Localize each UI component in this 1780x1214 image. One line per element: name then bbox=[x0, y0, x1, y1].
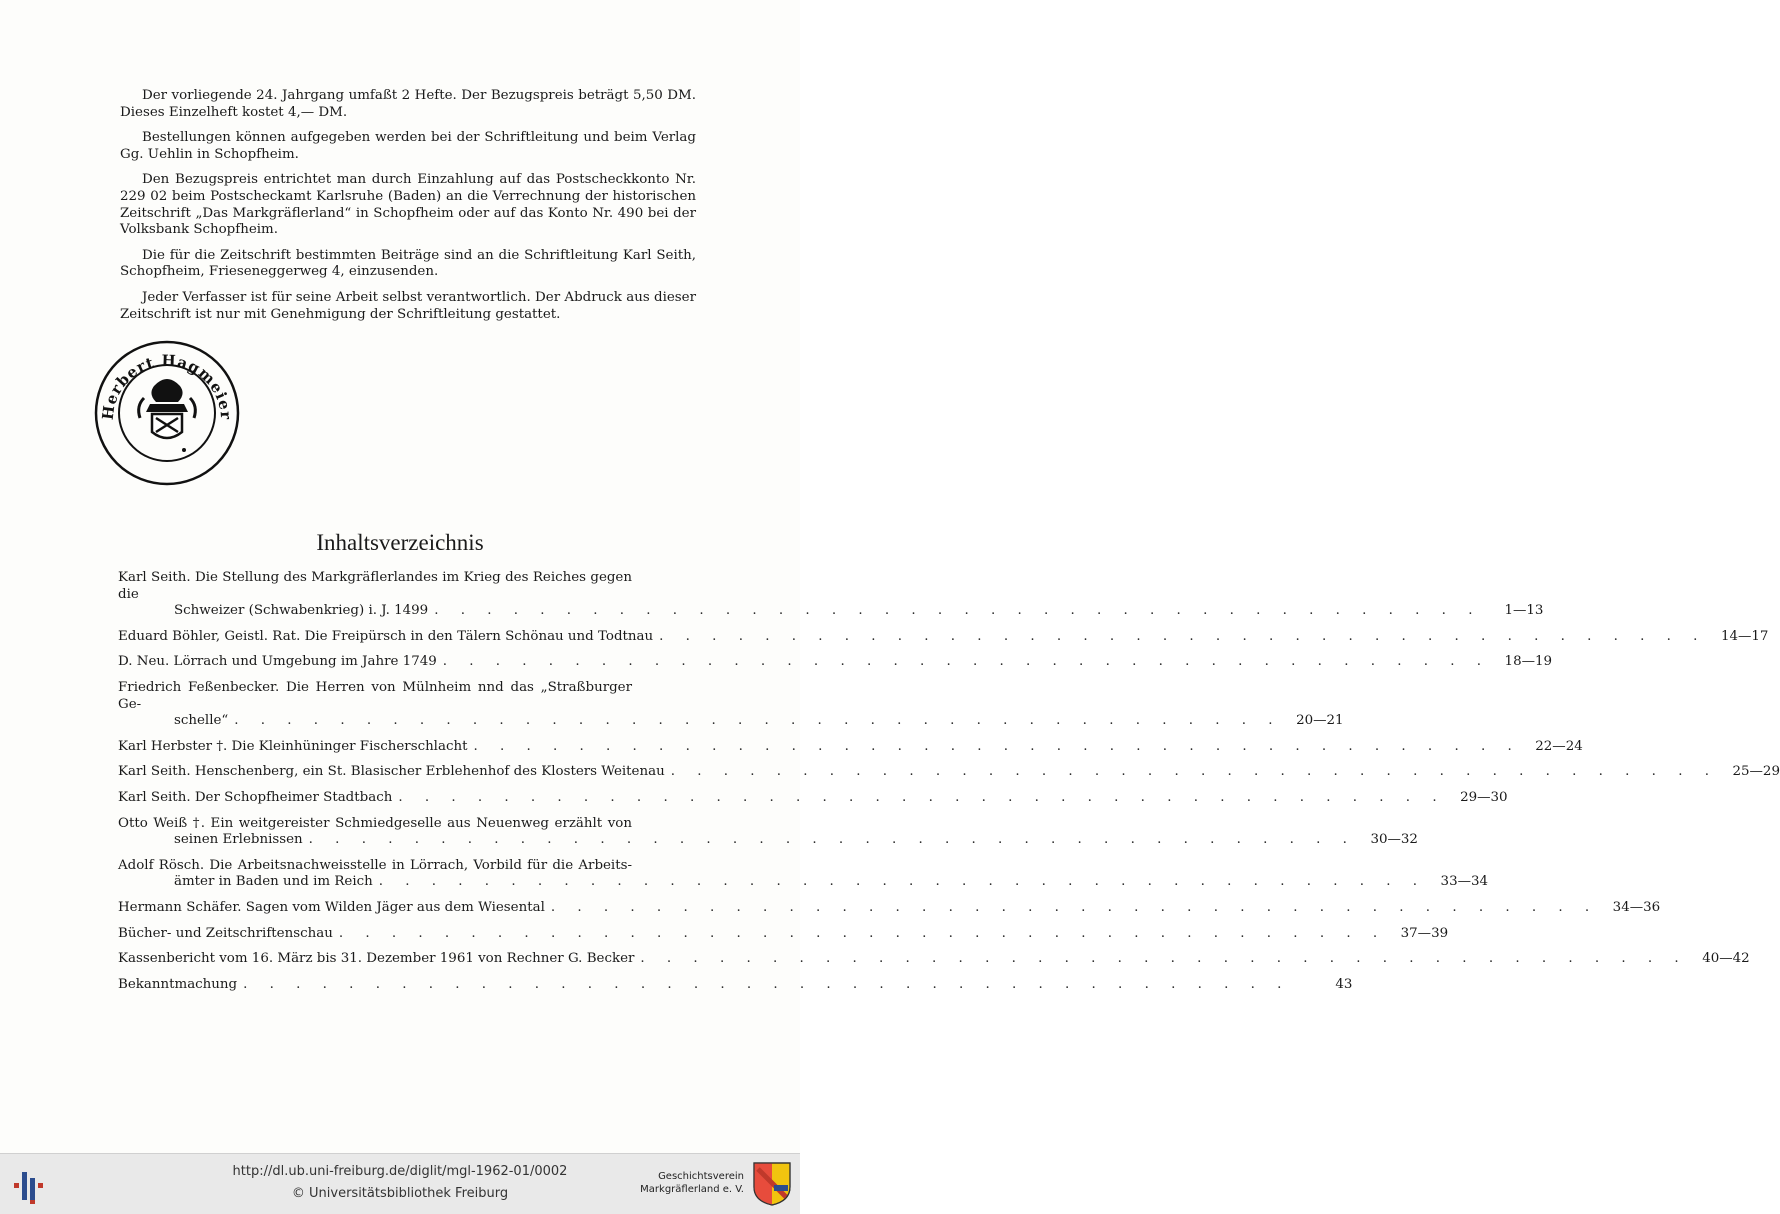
toc-entry-text: seinen Erlebnissen bbox=[174, 832, 303, 848]
dot-leader: . . . . . . . . . . . . . . . . . . . . . . . . . . . . . . . . . . . . . . . . bbox=[243, 976, 1291, 992]
dot-leader: . . . . . . . . . . . . . . . . . . . . . . . . . . . . . . . . . . . . . . . . bbox=[398, 789, 1446, 805]
toc-entry-pages: 34—36 bbox=[1612, 899, 1661, 915]
toc-entry-text: Schweizer (Schwabenkrieg) i. J. 1499 bbox=[174, 603, 429, 619]
toc-entry bbox=[118, 789, 1508, 807]
publisher-name-line-1: Geschichtsverein bbox=[658, 1171, 744, 1182]
intro-paragraph-4: Die für die Zeitschrift bestimmten Beiträge sind an die Schriftleitung Karl Seith, Schopfheim, Frieseneggerweg 4, einzusenden. bbox=[120, 247, 696, 280]
publisher-name[interactable] bbox=[640, 1170, 744, 1196]
toc-entry-text: ämter in Baden und im Reich bbox=[174, 874, 373, 890]
toc-entry bbox=[118, 738, 1583, 756]
toc-entry bbox=[118, 654, 1553, 671]
toc-entry-pages: 20—21 bbox=[1296, 713, 1344, 729]
dot-leader: . . . . . . . . . . . . . . . . . . . . . . . . . . . . . . . . . . . . . . . . bbox=[670, 764, 1718, 780]
toc-entry-text: Adolf Rösch. Die Arbeitsnachweisstelle in Lörrach, Vorbild für die Arbeits- bbox=[118, 857, 632, 873]
toc-entry-pages: 25—29 bbox=[1732, 764, 1780, 780]
toc-entry bbox=[118, 679, 1344, 730]
toc-entry bbox=[118, 570, 1544, 620]
stamp-text: Herbert Hagmeier bbox=[98, 351, 236, 421]
viewer-footer bbox=[0, 1153, 800, 1214]
ownership-stamp bbox=[92, 338, 242, 488]
intro-text bbox=[120, 88, 696, 332]
intro-paragraph-1: Der vorliegende 24. Jahrgang umfaßt 2 Hefte. Der Bezugspreis beträgt 5,50 DM. Dieses Einzelheft kostet 4,— DM. bbox=[120, 88, 696, 120]
toc-entry-pages: 43 bbox=[1335, 976, 1353, 992]
toc-entry-pages: 30—32 bbox=[1370, 832, 1418, 848]
dot-leader: . . . . . . . . . . . . . . . . . . . . . . . . . . . . . . . . . . . . . . . . bbox=[434, 603, 1482, 619]
dot-leader: . . . . . . . . . . . . . . . . . . . . . . . . . . . . . . . . . . . . . . . . bbox=[442, 654, 1491, 670]
dot-leader: . . . . . . . . . . . . . . . . . . . . . . . . . . . . . . . . . . . . . . . . bbox=[234, 713, 1282, 729]
toc-entry-pages: 14—17 bbox=[1720, 628, 1769, 644]
toc-entry-pages: 37—39 bbox=[1400, 925, 1449, 941]
copyright-notice: © Universitätsbibliothek Freiburg bbox=[291, 1186, 509, 1201]
toc-entry-pages: 33—34 bbox=[1440, 874, 1489, 890]
dot-leader: . . . . . . . . . . . . . . . . . . . . . . . . . . . . . . . . . . . . . . . . bbox=[659, 628, 1707, 644]
toc-entry-text: Bücher- und Zeitschriftenschau bbox=[118, 925, 333, 941]
toc-title: Inhaltsverzeichnis bbox=[316, 530, 484, 555]
toc-entry-pages: 1—13 bbox=[1504, 603, 1544, 619]
dot-leader: . . . . . . . . . . . . . . . . . . . . . . . . . . . . . . . . . . . . . . . . bbox=[378, 874, 1427, 890]
toc-entry-pages: 29—30 bbox=[1460, 789, 1508, 805]
toc-entry bbox=[118, 899, 1661, 917]
toc-entry bbox=[118, 951, 1750, 968]
dot-leader: . . . . . . . . . . . . . . . . . . . . . . . . . . . . . . . . . . . . . . . . bbox=[338, 925, 1387, 941]
intro-paragraph-5: Jeder Verfasser ist für seine Arbeit selbst verantwortlich. Der Abdruck aus dieser Zeitschrift ist nur mit Genehmigung der Schriftleitung gestattet. bbox=[120, 289, 696, 322]
page-url-link[interactable]: http://dl.ub.uni-freiburg.de/diglit/mgl-1962-01/0002 bbox=[232, 1164, 568, 1179]
toc-entry bbox=[118, 976, 1353, 994]
publisher-name-line-2: Markgräflerland e. V. bbox=[640, 1184, 744, 1195]
toc-entry-text: Eduard Böhler, Geistl. Rat. Die Freipürsch in den Tälern Schönau und Todtnau bbox=[118, 628, 654, 644]
toc-entry bbox=[118, 925, 1449, 943]
toc-entry bbox=[118, 628, 1769, 646]
toc-entry-text: Karl Seith. Der Schopfheimer Stadtbach bbox=[118, 789, 393, 805]
toc-entry-text: Karl Herbster †. Die Kleinhüninger Fischerschlacht bbox=[118, 738, 468, 754]
toc-entry-text: schelle“ bbox=[174, 713, 229, 729]
intro-paragraph-3: Den Bezugspreis entrichtet man durch Einzahlung auf das Postscheckkonto Nr. 229 02 beim Postscheckamt Karlsruhe (Baden) an die Verrechnung der historischen Zeitschrift „Das Markgräflerland“ in Schopfheim oder auf das Konto Nr. 490 bei der Volksbank Schopfheim. bbox=[120, 172, 696, 238]
toc-entry-text: Karl Seith. Henschenberg, ein St. Blasischer Erblehenhof des Klosters Weitenau bbox=[118, 764, 665, 780]
toc-entry-text: Friedrich Feßenbecker. Die Herren von Mülnheim nnd das „Straßburger Ge- bbox=[118, 679, 632, 712]
dot-leader: . . . . . . . . . . . . . . . . . . . . . . . . . . . . . . . . . . . . . . . . bbox=[308, 832, 1356, 848]
toc-entry-text: Bekanntmachung bbox=[118, 976, 238, 992]
crest-icon[interactable] bbox=[752, 1161, 792, 1207]
coat-of-arms-icon bbox=[139, 379, 196, 452]
toc-entry bbox=[118, 764, 1780, 781]
toc-entry-pages: 22—24 bbox=[1535, 738, 1583, 754]
intro-paragraph-2: Bestellungen können aufgegeben werden bei der Schriftleitung und beim Verlag Gg. Uehlin in Schopfheim. bbox=[120, 130, 696, 162]
toc-entry-text: Karl Seith. Die Stellung des Markgräflerlandes im Krieg des Reiches gegen die bbox=[118, 570, 632, 602]
toc-entry bbox=[118, 815, 1418, 849]
toc-entry-pages: 18—19 bbox=[1504, 654, 1553, 670]
toc-entry-text: D. Neu. Lörrach und Umgebung im Jahre 1749 bbox=[118, 654, 437, 670]
toc-entry-text: Kassenbericht vom 16. März bis 31. Dezember 1961 von Rechner G. Becker bbox=[118, 951, 635, 967]
toc-entry bbox=[118, 857, 1489, 891]
toc-entry-text: Otto Weiß †. Ein weitgereister Schmiedgeselle aus Neuenweg erzählt von bbox=[118, 815, 632, 831]
dot-leader: . . . . . . . . . . . . . . . . . . . . . . . . . . . . . . . . . . . . . . . . bbox=[640, 951, 1688, 967]
dot-leader: . . . . . . . . . . . . . . . . . . . . . . . . . . . . . . . . . . . . . . . . bbox=[473, 738, 1521, 754]
toc-entry-pages: 40—42 bbox=[1702, 951, 1750, 967]
table-of-contents bbox=[118, 570, 1780, 1002]
toc-entry-text: Hermann Schäfer. Sagen vom Wilden Jäger aus dem Wiesental bbox=[118, 899, 545, 915]
dot-leader: . . . . . . . . . . . . . . . . . . . . . . . . . . . . . . . . . . . . . . . . bbox=[550, 899, 1599, 915]
